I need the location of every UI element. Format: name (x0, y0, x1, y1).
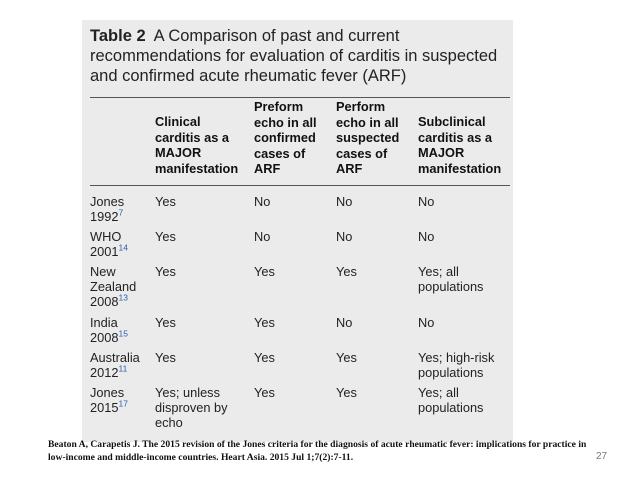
cell-confirmed: Yes (254, 315, 275, 330)
row-guideline (90, 229, 150, 259)
cell-confirmed: Yes (254, 264, 275, 279)
page-number: 27 (596, 451, 608, 462)
header-top-rule (90, 97, 510, 98)
cell-clinical: Yes (155, 315, 176, 330)
cell-subclinical: No (418, 194, 435, 209)
row-guideline (90, 315, 150, 345)
cell-confirmed: Yes (254, 385, 275, 400)
cell-suspected: Yes (336, 264, 357, 279)
cell-subclinical: Yes; all populations (418, 385, 484, 415)
row-guideline (90, 264, 150, 309)
cell-suspected: No (336, 194, 353, 209)
cell-confirmed: No (254, 229, 271, 244)
reference-superscript: 7 (118, 207, 124, 218)
cell-subclinical: Yes; high-risk populations (418, 350, 495, 380)
table-title-text: A Comparison of past and current recommendations for evaluation of carditis in suspected and confirmed acute rheumatic fever (ARF) (90, 27, 498, 85)
cell-clinical: Yes (155, 350, 176, 365)
cell-subclinical: Yes; all populations (418, 264, 484, 294)
row-guideline (90, 194, 150, 224)
guideline-name: New Zealand 2008 (90, 264, 137, 309)
cell-subclinical: No (418, 315, 435, 330)
reference-superscript: 13 (118, 292, 128, 303)
cell-confirmed: Yes (254, 350, 275, 365)
guideline-name: India 2008 (90, 315, 119, 345)
cell-suspected: Yes (336, 350, 357, 365)
table-title (90, 26, 510, 86)
guideline-name: WHO 2001 (90, 229, 122, 259)
guideline-name: Jones 2015 (90, 385, 125, 415)
table-label: Table 2 (90, 27, 146, 45)
guideline-name: Jones 1992 (90, 194, 125, 224)
cell-clinical: Yes (155, 229, 176, 244)
cell-suspected: No (336, 315, 353, 330)
header-bottom-rule (90, 185, 510, 186)
reference-superscript: 17 (118, 398, 128, 409)
cell-suspected: Yes (336, 385, 357, 400)
guideline-name: Australia 2012 (90, 350, 140, 380)
header-echo-suspected: Perform echo in all suspected cases of ARF (336, 99, 400, 176)
reference-superscript: 14 (118, 242, 128, 253)
cell-suspected: No (336, 229, 353, 244)
cell-subclinical: No (418, 229, 435, 244)
header-subclinical-carditis: Subclinical carditis as a MAJOR manifestation (418, 114, 502, 176)
reference-superscript: 15 (118, 328, 128, 339)
cell-clinical: Yes (155, 194, 176, 209)
row-guideline (90, 385, 150, 415)
cell-confirmed: No (254, 194, 271, 209)
cell-clinical: Yes; unless disproven by echo (155, 385, 228, 430)
header-echo-confirmed: Preform echo in all confirmed cases of ARF (254, 99, 317, 176)
row-guideline (90, 350, 150, 380)
citation-text: Beaton A, Carapetis J. The 2015 revision of the Jones criteria for the diagnosis of acute rheumatic fever: implications for practice in low-income and middle-income countries. Heart Asia. 2015 Jul 1;7(2):7-11. (48, 439, 587, 463)
reference-superscript: 11 (118, 363, 128, 374)
header-clinical-carditis: Clinical carditis as a MAJOR manifestation (155, 114, 239, 176)
cell-clinical: Yes (155, 264, 176, 279)
